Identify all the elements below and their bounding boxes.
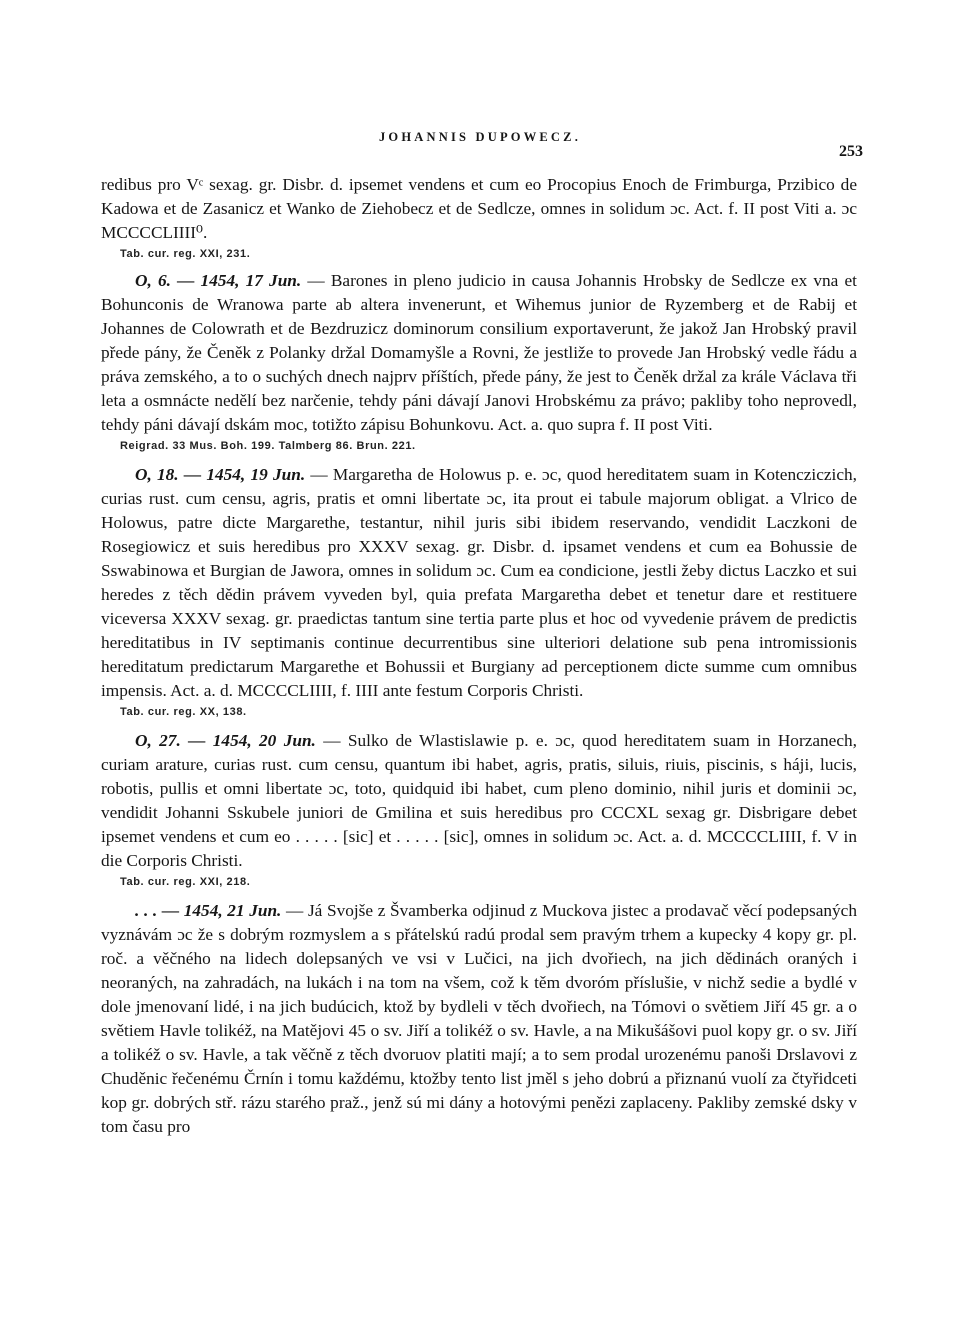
entry-paragraph <box>101 463 857 703</box>
entry-text: — Barones in pleno judicio in causa Johannis Hrobsky de Sedlcze ex vna et Bohunconis de Wranowa parte ab altera invenerunt, et Wihemus junior de Ryzemberg et de Rabij et Johannes de Colowrath et de Bezdruzicz dominorum consilium exportaverunt, že jakož Jan Hrobský pravil přede pány, že Čeněk z Polanky držal Domamyšle a Rovni, že jestliže to provede Jan Hrobský vedle řádu a práva zemského, a to o suchých dnech najprv příštích, přede pány, že jest to Čeněk držal za krále Václava tři leta a osmnácte nedělí bez narčenie, tehdy páni dávají Janovi Hrobskému za právo; pakliby toho neprovedl, tehdy páni dávají dskám moc, totižto zápisu Bohunkovu. Act. a. quo supra f. II post Viti. <box>101 271 857 434</box>
entry-paragraph <box>101 899 857 1139</box>
entry-text: redibus pro Vᶜ sexag. gr. Disbr. d. ipsemet vendens et cum eo Procopius Enoch de Frimburga, Przibico de Kadowa et de Zasanicz et Wanko de Ziehobecz et de Sedlcze, omnes in solidum ɔc. Act. f. II post Viti a. ɔc MCCCCLIIII⁰. <box>101 175 857 242</box>
source-reference: Tab. cur. reg. XX, 138. <box>120 706 247 718</box>
entry-paragraph <box>101 269 857 437</box>
entry-text: — Margaretha de Holowus p. e. ɔc, quod hereditatem suam in Kotencziczich, curias rust. cum censu, agris, pratis et omni libertate ɔc, ita prout ei tabule majorum obligat. a Vlrico de Holowus, patre dicte Margarethe, testantur, nihil juris sibi ibidem reservando, vendidit Laczkoni de Rosegiowicz et suis heredibus pro XXXV sexag. gr. Disbr. d. ipsamet vendens et cum ea Bohussie de Sswabinowa et Burgian de Jawora, omnes in solidum ɔc. Cum ea condicione, jestli žeby dictus Laczko et sui heredes z těch dědin právem vyveden byl, quia prefata Margaretha debet et tenetur dare et restituere viceversa XXXV sexag. gr. praedictas tantum sine tertia parte plus et hoc od vyvedenie právem de predictis hereditatibus in IV septimanis continue decurrentibus sine ulteriori delatione sub pena intromissionis hereditatum predictarum Margarethe et Bohussii et Burgiany ad perceptionem dicte summe cum omnibus impensis. Act. a. d. MCCCCLIIII, f. IIII ante festum Corporis Christi. <box>101 465 857 700</box>
source-reference: Tab. cur. reg. XXI, 218. <box>120 876 251 888</box>
entry-heading: O, 18. — 1454, 19 Jun. <box>135 465 306 484</box>
source-reference: Tab. cur. reg. XXI, 231. <box>120 248 251 260</box>
running-title: JOHANNIS DUPOWECZ. <box>378 130 582 144</box>
entry-heading: O, 27. — 1454, 20 Jun. <box>135 731 316 750</box>
entry-paragraph <box>101 729 857 873</box>
entry-text: — Sulko de Wlastislawie p. e. ɔc, quod hereditatem suam in Horzanech, curiam arature, curias rust. cum censu, quantum ibi habet, agris, pratis, siluis, riuis, piscinis, s háji, lucis, robotis, pullis et omni libertate ɔc, toto, quidquid ibi habet, cum pleno dominio, nihil juris et dominii ɔc, vendidit Johanni Sskubele juniori de Gmilina et suis heredibus pro CCCXL sexag gr. Disbrigare debet ipsemet vendens et cum eo . . . . . [sic] et . . . . . [sic], omnes in solidum ɔc. Act. a. d. MCCCCLIIII, f. V in die Corporis Christi. <box>101 731 857 870</box>
entry-text: — Já Svojše z Švamberka odjinud z Muckova jistec a prodavač věcí podepsaných vyznávám ɔc že s dobrým rozmyslem a s přátelskú radú prodal sem pravým trhem a kupecky 4 kopy gr. pl. roč. a věčného na lidech dolepsaných ve vsi v Lučici, na jich dvořiech, na jich dědinách oraných i neoraných, na zahradách, na lukách i na tom na všem, což k těm dvoróm příslušie, v nichž sedie a bydlé v dole jmenovaní lidé, i na jich budúcich, ktož by bydleli v těch dvořiech, na Tómovi o světiem Jiří 45 gr. a o světiem Havle tolikéž, na Matějovi 45 o sv. Jiří a tolikéž o sv. Havle, a na Mikušášovi puol kopy gr. o sv. Jiří a tolikéž o sv. Havle, a tak věčně z těch dvoruov platiti mají; a to sem prodal urozenému panoši Drslavovi z Chuděnic řečenému Črnín i tomu každému, ktožby tento list jměl s jeho dobrú a přiznanú vuolí za čtyřidceti kop gr. dobrých stř. rázu starého praž., jenž sú mi dány a hotovými penězi zaplaceny. Pakliby zemské dsky v tom času pro <box>101 901 857 1136</box>
entry-heading: . . . — 1454, 21 Jun. <box>135 901 282 920</box>
page-number: 253 <box>839 143 863 160</box>
page-body <box>101 173 857 1139</box>
entry-heading: O, 6. — 1454, 17 Jun. <box>135 271 302 290</box>
source-reference: Reigrad. 33 Mus. Boh. 199. Talmberg 86. Brun. 221. <box>120 440 416 452</box>
